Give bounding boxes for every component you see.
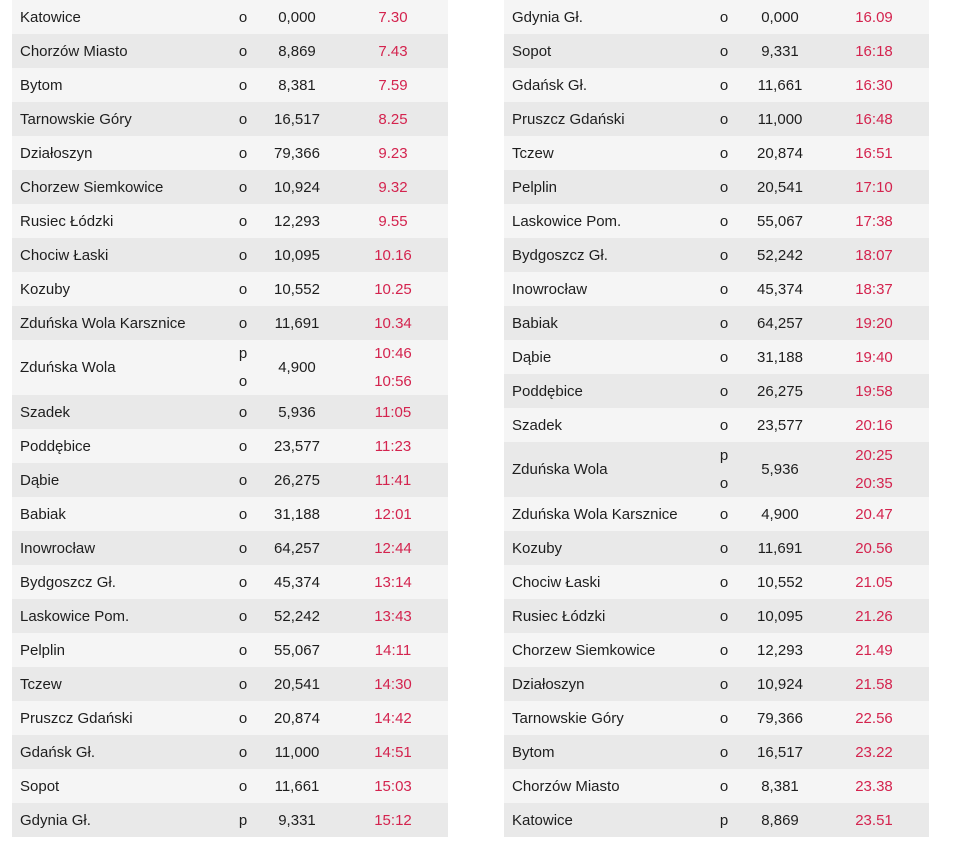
- station-name: Zduńska Wola Karsznice: [504, 497, 707, 531]
- station-name: Bytom: [504, 735, 707, 769]
- time-value: 15:03: [338, 769, 448, 803]
- station-name: Kozuby: [504, 531, 707, 565]
- time-value: 19:40: [819, 340, 929, 374]
- stop-flag: o: [707, 497, 741, 531]
- stop-flag: o: [707, 701, 741, 735]
- distance-km: 20,874: [741, 136, 819, 170]
- timetable-row: [12, 238, 448, 272]
- time-value: 11:05: [338, 395, 448, 429]
- timetable-row: [12, 599, 448, 633]
- distance-km: 55,067: [256, 633, 338, 667]
- stop-flag: o: [707, 170, 741, 204]
- station-name: Szadek: [504, 408, 707, 442]
- distance-km: 11,691: [741, 531, 819, 565]
- timetable-row: [504, 136, 929, 170]
- distance-km: 26,275: [741, 374, 819, 408]
- distance-km: 23,577: [741, 408, 819, 442]
- stop-flag: o: [230, 735, 256, 769]
- station-name: Gdynia Gł.: [504, 0, 707, 34]
- stop-flag: o: [707, 531, 741, 565]
- timetable-row: [504, 374, 929, 408]
- distance-km: 12,293: [256, 204, 338, 238]
- time-value: 14:11: [338, 633, 448, 667]
- station-name: Katowice: [12, 0, 230, 34]
- stop-flag: o: [230, 667, 256, 701]
- time-value: 23.22: [819, 735, 929, 769]
- stop-flag: o: [230, 68, 256, 102]
- stop-flag: o: [707, 599, 741, 633]
- distance-km: 79,366: [256, 136, 338, 170]
- timetable-row: [12, 34, 448, 68]
- time-value: 23.51: [819, 803, 929, 837]
- timetable-row: [504, 408, 929, 442]
- stop-flag: o: [707, 102, 741, 136]
- distance-km: 10,552: [741, 565, 819, 599]
- timetable-row: [504, 272, 929, 306]
- time-value: 7.43: [338, 34, 448, 68]
- distance-km: 20,874: [256, 701, 338, 735]
- time-value: 9.32: [338, 170, 448, 204]
- time-value: 14:51: [338, 735, 448, 769]
- stop-flag: o: [707, 769, 741, 803]
- station-name: Gdańsk Gł.: [504, 68, 707, 102]
- timetable-row: [504, 565, 929, 599]
- timetable-row: [12, 68, 448, 102]
- distance-km: 4,900: [741, 497, 819, 531]
- stop-flag: o: [707, 204, 741, 238]
- stop-flag: o: [230, 238, 256, 272]
- stop-flag: o: [707, 272, 741, 306]
- station-name: Rusiec Łódzki: [504, 599, 707, 633]
- timetable-row: [12, 395, 448, 429]
- time-value: 17:38: [819, 204, 929, 238]
- stop-flag: o: [230, 136, 256, 170]
- time-value: 20.56: [819, 531, 929, 565]
- time-value: 17:10: [819, 170, 929, 204]
- timetable-row: [504, 701, 929, 735]
- distance-km: 8,869: [741, 803, 819, 837]
- timetable-row: [12, 531, 448, 565]
- timetable-row: [12, 803, 448, 837]
- timetable-row: [504, 204, 929, 238]
- stop-flag: o: [707, 469, 741, 497]
- stop-flag: o: [707, 374, 741, 408]
- distance-km: 64,257: [741, 306, 819, 340]
- distance-km: 79,366: [741, 701, 819, 735]
- distance-km: 5,936: [256, 395, 338, 429]
- station-name: Szadek: [12, 395, 230, 429]
- station-name: Chorzów Miasto: [504, 769, 707, 803]
- time-value: 13:43: [338, 599, 448, 633]
- time-value: 16:51: [819, 136, 929, 170]
- stop-flag: o: [230, 599, 256, 633]
- time-value: 19:20: [819, 306, 929, 340]
- timetable-row: [504, 667, 929, 701]
- distance-km: 31,188: [741, 340, 819, 374]
- time-value: 12:01: [338, 497, 448, 531]
- station-name: Bytom: [12, 68, 230, 102]
- timetable-row: [504, 803, 929, 837]
- station-name: Chociw Łaski: [504, 565, 707, 599]
- station-name: Pruszcz Gdański: [504, 102, 707, 136]
- time-value: 21.05: [819, 565, 929, 599]
- station-name: Poddębice: [12, 429, 230, 463]
- distance-km: 23,577: [256, 429, 338, 463]
- timetable-row: [504, 68, 929, 102]
- timetable-row: [12, 340, 448, 367]
- stop-flag: o: [707, 238, 741, 272]
- stop-flag: o: [230, 0, 256, 34]
- timetable-row: [12, 497, 448, 531]
- timetable-row: [12, 429, 448, 463]
- time-value: 22.56: [819, 701, 929, 735]
- stop-flag: p: [707, 803, 741, 837]
- time-value: 18:07: [819, 238, 929, 272]
- distance-km: 31,188: [256, 497, 338, 531]
- timetable-row: [504, 170, 929, 204]
- station-name: Chorzew Siemkowice: [12, 170, 230, 204]
- distance-km: 26,275: [256, 463, 338, 497]
- time-value: 7.30: [338, 0, 448, 34]
- stop-flag: o: [230, 463, 256, 497]
- stop-flag: o: [230, 633, 256, 667]
- station-name: Chorzew Siemkowice: [504, 633, 707, 667]
- time-value: 15:12: [338, 803, 448, 837]
- station-name: Katowice: [504, 803, 707, 837]
- station-name: Pelplin: [12, 633, 230, 667]
- stop-flag: o: [707, 0, 741, 34]
- station-name: Tczew: [12, 667, 230, 701]
- distance-km: 16,517: [741, 735, 819, 769]
- timetable-row: [12, 633, 448, 667]
- time-value: 16:48: [819, 102, 929, 136]
- timetable-row: [12, 735, 448, 769]
- stop-flag: o: [230, 701, 256, 735]
- time-value: 10.16: [338, 238, 448, 272]
- time-value: 19:58: [819, 374, 929, 408]
- time-value: 14:42: [338, 701, 448, 735]
- timetable-row: [12, 102, 448, 136]
- distance-km: 11,000: [256, 735, 338, 769]
- stop-flag: o: [230, 170, 256, 204]
- stop-flag: o: [230, 102, 256, 136]
- stop-flag: o: [707, 565, 741, 599]
- timetable-row: [504, 769, 929, 803]
- timetable-row: [504, 531, 929, 565]
- stop-flag: o: [707, 735, 741, 769]
- timetable-row: [12, 701, 448, 735]
- time-value: 13:14: [338, 565, 448, 599]
- distance-km: 8,381: [741, 769, 819, 803]
- station-name: Tczew: [504, 136, 707, 170]
- timetable-row: [504, 306, 929, 340]
- distance-km: 20,541: [741, 170, 819, 204]
- station-name: Sopot: [12, 769, 230, 803]
- stop-flag: o: [707, 667, 741, 701]
- distance-km: 45,374: [256, 565, 338, 599]
- distance-km: 8,869: [256, 34, 338, 68]
- time-value: 9.23: [338, 136, 448, 170]
- timetable-row: [504, 497, 929, 531]
- timetable-row: [504, 0, 929, 34]
- time-value: 16.09: [819, 0, 929, 34]
- time-value: 20:25: [819, 442, 929, 469]
- time-value: 14:30: [338, 667, 448, 701]
- timetable-row: [12, 0, 448, 34]
- distance-km: 64,257: [256, 531, 338, 565]
- station-name: Zduńska Wola: [12, 340, 230, 395]
- timetable-row: [12, 565, 448, 599]
- stop-flag: o: [230, 565, 256, 599]
- station-name: Gdynia Gł.: [12, 803, 230, 837]
- time-value: 10:46: [338, 340, 448, 367]
- stop-flag: o: [707, 136, 741, 170]
- stop-flag: p: [707, 442, 741, 469]
- station-name: Inowrocław: [504, 272, 707, 306]
- timetable-row: [504, 442, 929, 469]
- distance-km: 52,242: [741, 238, 819, 272]
- distance-km: 9,331: [741, 34, 819, 68]
- distance-km: 55,067: [741, 204, 819, 238]
- timetable-row: [12, 769, 448, 803]
- stop-flag: o: [707, 306, 741, 340]
- timetable-row: [504, 238, 929, 272]
- distance-km: 20,541: [256, 667, 338, 701]
- distance-km: 16,517: [256, 102, 338, 136]
- station-name: Zduńska Wola Karsznice: [12, 306, 230, 340]
- time-value: 21.26: [819, 599, 929, 633]
- stop-flag: o: [707, 633, 741, 667]
- time-value: 21.49: [819, 633, 929, 667]
- station-name: Kozuby: [12, 272, 230, 306]
- time-value: 8.25: [338, 102, 448, 136]
- station-name: Babiak: [12, 497, 230, 531]
- distance-km: 52,242: [256, 599, 338, 633]
- stop-flag: o: [230, 497, 256, 531]
- time-value: 20:16: [819, 408, 929, 442]
- time-value: 16:18: [819, 34, 929, 68]
- stop-flag: o: [230, 272, 256, 306]
- timetable-row: [504, 735, 929, 769]
- stop-flag: o: [230, 367, 256, 395]
- stop-flag: o: [230, 395, 256, 429]
- station-name: Pelplin: [504, 170, 707, 204]
- time-value: 10.25: [338, 272, 448, 306]
- station-name: Babiak: [504, 306, 707, 340]
- station-name: Poddębice: [504, 374, 707, 408]
- timetable-row: [504, 633, 929, 667]
- station-name: Zduńska Wola: [504, 442, 707, 497]
- stop-flag: o: [230, 429, 256, 463]
- stop-flag: o: [707, 408, 741, 442]
- timetable-row: [12, 136, 448, 170]
- station-name: Tarnowskie Góry: [504, 701, 707, 735]
- outbound-timetable: [12, 0, 448, 837]
- distance-km: 10,924: [741, 667, 819, 701]
- timetable-row: [504, 599, 929, 633]
- time-value: 20.47: [819, 497, 929, 531]
- stop-flag: o: [230, 34, 256, 68]
- stop-flag: o: [230, 306, 256, 340]
- distance-km: 9,331: [256, 803, 338, 837]
- time-value: 9.55: [338, 204, 448, 238]
- station-name: Działoszyn: [504, 667, 707, 701]
- stop-flag: o: [707, 340, 741, 374]
- station-name: Dąbie: [504, 340, 707, 374]
- timetable-row: [12, 463, 448, 497]
- station-name: Tarnowskie Góry: [12, 102, 230, 136]
- station-name: Pruszcz Gdański: [12, 701, 230, 735]
- distance-km: 11,000: [741, 102, 819, 136]
- station-name: Inowrocław: [12, 531, 230, 565]
- station-name: Bydgoszcz Gł.: [504, 238, 707, 272]
- distance-km: 10,552: [256, 272, 338, 306]
- time-value: 23.38: [819, 769, 929, 803]
- stop-flag: p: [230, 803, 256, 837]
- timetable-row: [504, 102, 929, 136]
- stop-flag: o: [230, 531, 256, 565]
- distance-km: 10,095: [741, 599, 819, 633]
- distance-km: 4,900: [256, 340, 338, 395]
- station-name: Dąbie: [12, 463, 230, 497]
- time-value: 21.58: [819, 667, 929, 701]
- station-name: Działoszyn: [12, 136, 230, 170]
- timetable-row: [12, 306, 448, 340]
- timetable-row: [504, 340, 929, 374]
- station-name: Laskowice Pom.: [12, 599, 230, 633]
- distance-km: 5,936: [741, 442, 819, 497]
- time-value: 7.59: [338, 68, 448, 102]
- distance-km: 8,381: [256, 68, 338, 102]
- time-value: 11:41: [338, 463, 448, 497]
- stop-flag: o: [230, 204, 256, 238]
- time-value: 11:23: [338, 429, 448, 463]
- distance-km: 10,924: [256, 170, 338, 204]
- stop-flag: p: [230, 340, 256, 367]
- timetable-row: [12, 204, 448, 238]
- station-name: Sopot: [504, 34, 707, 68]
- distance-km: 0,000: [256, 0, 338, 34]
- station-name: Rusiec Łódzki: [12, 204, 230, 238]
- stop-flag: o: [707, 68, 741, 102]
- time-value: 20:35: [819, 469, 929, 497]
- time-value: 10.34: [338, 306, 448, 340]
- distance-km: 11,661: [256, 769, 338, 803]
- station-name: Chorzów Miasto: [12, 34, 230, 68]
- distance-km: 12,293: [741, 633, 819, 667]
- time-value: 10:56: [338, 367, 448, 395]
- timetable-row: [12, 667, 448, 701]
- station-name: Laskowice Pom.: [504, 204, 707, 238]
- stop-flag: o: [707, 34, 741, 68]
- timetable-row: [12, 272, 448, 306]
- distance-km: 10,095: [256, 238, 338, 272]
- time-value: 16:30: [819, 68, 929, 102]
- station-name: Chociw Łaski: [12, 238, 230, 272]
- time-value: 18:37: [819, 272, 929, 306]
- timetable-row: [504, 34, 929, 68]
- station-name: Bydgoszcz Gł.: [12, 565, 230, 599]
- station-name: Gdańsk Gł.: [12, 735, 230, 769]
- time-value: 12:44: [338, 531, 448, 565]
- distance-km: 11,691: [256, 306, 338, 340]
- timetable-row: [12, 170, 448, 204]
- return-timetable: [504, 0, 929, 837]
- distance-km: 11,661: [741, 68, 819, 102]
- stop-flag: o: [230, 769, 256, 803]
- distance-km: 45,374: [741, 272, 819, 306]
- distance-km: 0,000: [741, 0, 819, 34]
